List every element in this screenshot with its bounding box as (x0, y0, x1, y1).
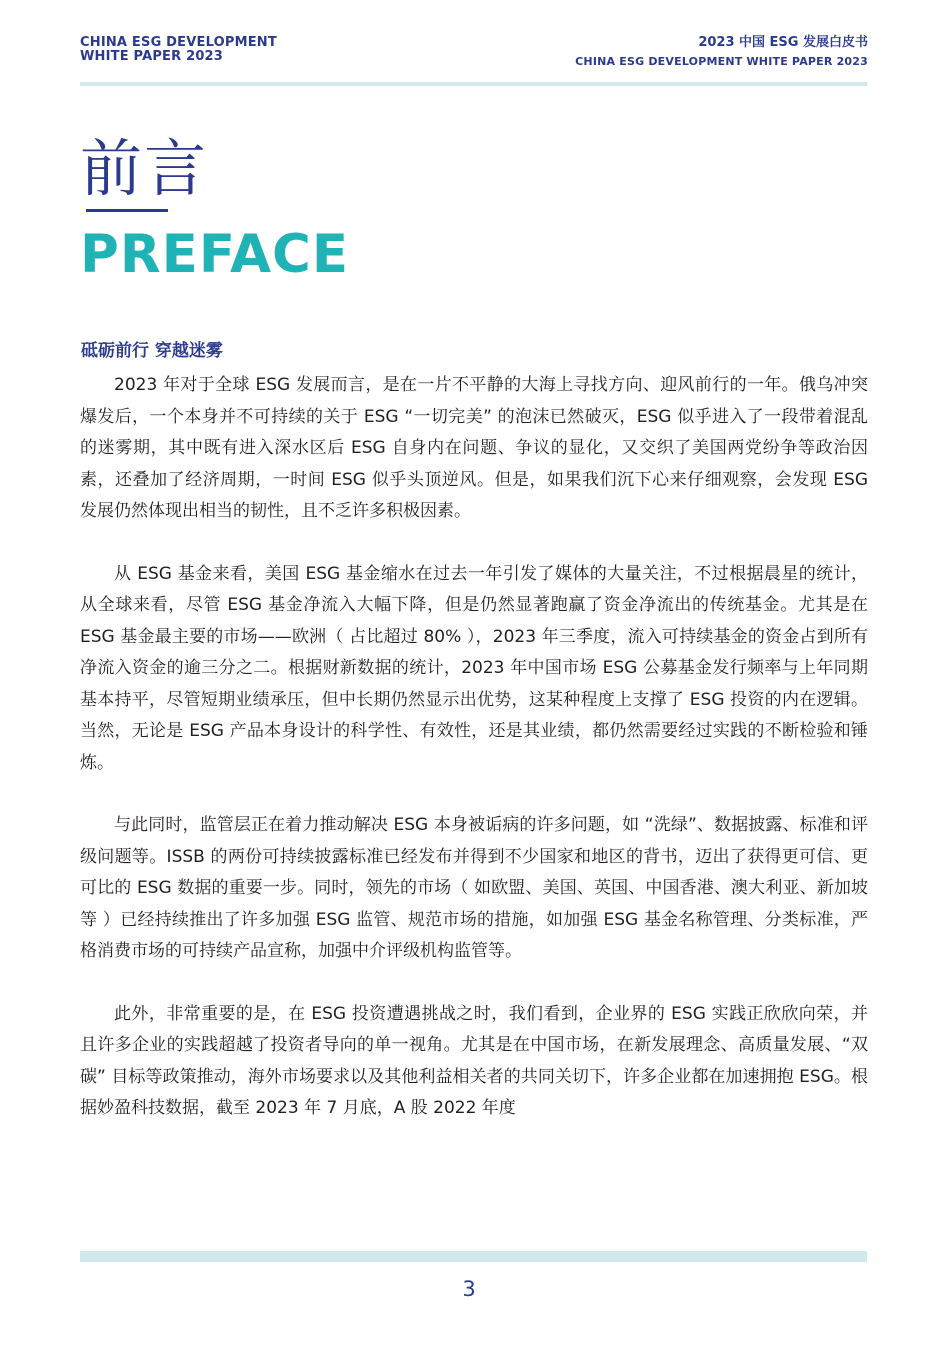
header-left-line1: CHINA ESG DEVELOPMENT (80, 35, 277, 50)
paragraph-4: 此外，非常重要的是，在 ESG 投资遭遇挑战之时，我们看到，企业界的 ESG 实践正欣欣向荣，并且许多企业的实践超越了投资者导向的单一视角。尤其是在中国市场，在新发展理念、高质量发展、“双碳” 目标等政策推动，海外市场要求以及其他利益相关者的共同关切下，许多企业都在加速拥抱 ESG。根据妙盈科技数据，截至 2023 年 7 月底，A 股 2022 年度 (80, 1003, 868, 1118)
paragraph-3: 与此同时，监管层正在着力推动解决 ESG 本身被诟病的许多问题，如 “洗绿”、数据披露、标准和评级问题等。ISSB 的两份可持续披露标准已经发布并得到不少国家和地区的背书，迈出了获得更可信、更可比的 ESG 数据的重要一步。同时，领先的市场（ 如欧盟、美国、英国、中国香港、澳大利亚、新加坡等 ）已经持续推出了许多加强 ESG 监管、规范市场的措施，如加强 ESG 基金名称管理、分类标准，严格消费市场的可持续产品宣称，加强中介评级机构监管等。 (80, 815, 868, 961)
paragraph-1: 2023 年对于全球 ESG 发展而言，是在一片不平静的大海上寻找方向、迎风前行的一年。俄乌冲突爆发后，一个本身并不可持续的关于 ESG “一切完美” 的泡沫已然破灭，ESG 似乎进入了一段带着混乱的迷雾期，其中既有进入深水区后 ESG 自身内在问题、争议的显化，又交织了美国两党纷争等政治因素，还叠加了经济周期，一时间 ESG 似乎头顶逆风。但是，如果我们沉下心来仔细观察，会发现 ESG 发展仍然体现出相当的韧性，且不乏许多积极因素。 (80, 375, 868, 521)
page-number: 3 (462, 1277, 476, 1301)
page-title-chinese: 前言 (80, 132, 209, 205)
header-right (575, 36, 868, 69)
header-right-line2: CHINA ESG DEVELOPMENT WHITE PAPER 2023 (575, 55, 868, 68)
header-right-line1: 2023 中国 ESG 发展白皮书 (698, 35, 868, 50)
body-text (80, 370, 868, 1156)
header-divider (80, 82, 867, 86)
page-title-english: PREFACE (80, 224, 350, 285)
title-underline (86, 209, 168, 212)
section-subheading: 砥砺前行 穿越迷雾 (81, 341, 223, 361)
paragraph-2: 从 ESG 基金来看，美国 ESG 基金缩水在过去一年引发了媒体的大量关注，不过根据晨星的统计，从全球来看，尽管 ESG 基金净流入大幅下降，但是仍然显著跑赢了资金净流出的传统基金。尤其是在 ESG 基金最主要的市场——欧洲（ 占比超过 80% ），2023 年三季度，流入可持续基金的资金占到所有净流入资金的逾三分之二。根据财新数据的统计，2023 年中国市场 ESG 公募基金发行频率与上年同期基本持平，尽管短期业绩承压，但中长期仍然显示出优势，这某种程度上支撑了 ESG 投资的内在逻辑。当然，无论是 ESG 产品本身设计的科学性、有效性，还是其业绩，都仍然需要经过实践的不断检验和锤炼。 (80, 563, 868, 773)
header-left (80, 36, 277, 64)
header-left-line2: WHITE PAPER 2023 (80, 49, 224, 64)
footer-divider (80, 1251, 867, 1262)
